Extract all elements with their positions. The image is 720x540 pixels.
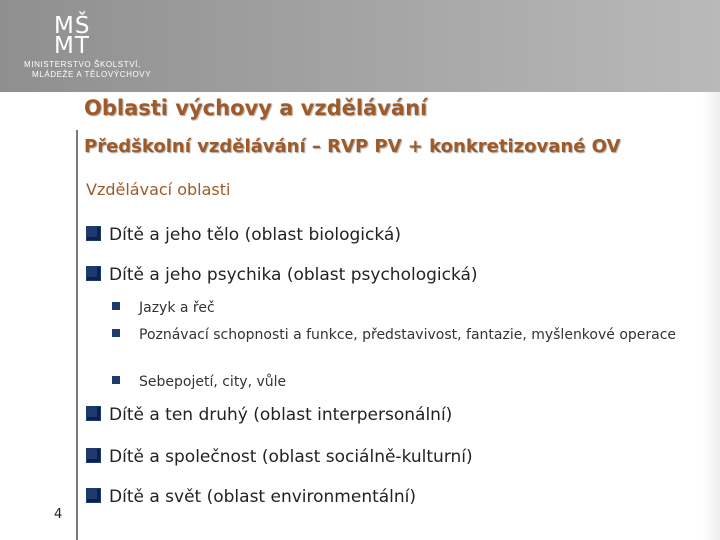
list-item-text: Dítě a ten druhý (oblast interpersonální): [109, 405, 453, 425]
list-item: [86, 265, 478, 285]
sub-list-item-text: Poznávací schopnosti a funkce, představivost, fantazie, myšlenkové operace: [139, 327, 677, 343]
ministry-name: [24, 60, 151, 80]
msmt-logo: [54, 13, 91, 59]
page-number: 4: [54, 507, 63, 522]
list-item-text: Dítě a svět (oblast environmentální): [109, 487, 417, 507]
list-item-text: Dítě a společnost (oblast sociálně-kulturní): [109, 447, 473, 467]
list-item: [86, 405, 452, 425]
logo-line-1: MŠ: [54, 13, 91, 39]
checkbox-bullet-icon: [86, 488, 101, 503]
header-band: [0, 0, 720, 92]
list-item: [86, 447, 473, 467]
checkbox-bullet-icon: [86, 266, 101, 281]
page-subtitle: Předškolní vzdělávání – RVP PV + konkretizované OV: [84, 136, 621, 157]
ministry-line-1: MINISTERSTVO ŠKOLSTVÍ,: [24, 60, 141, 69]
section-heading: Vzdělávací oblasti: [86, 180, 231, 199]
list-item-text: Dítě a jeho psychika (oblast psychologická): [109, 265, 478, 285]
square-bullet-icon: [112, 302, 120, 310]
square-bullet-icon: [112, 329, 120, 337]
sub-list-item-text: Sebepojetí, city, vůle: [139, 374, 287, 390]
sub-list-item: [112, 299, 712, 317]
checkbox-bullet-icon: [86, 226, 101, 241]
list-item-text: Dítě a jeho tělo (oblast biologická): [109, 225, 401, 245]
vertical-divider: [76, 130, 78, 540]
page-title: Oblasti výchovy a vzdělávání: [84, 96, 428, 120]
logo-line-2: MT: [54, 33, 90, 59]
list-item: [86, 225, 401, 245]
list-item: [86, 487, 416, 507]
sub-list-item-text: Jazyk a řeč: [139, 300, 215, 316]
sub-list-item: [112, 373, 712, 391]
sub-list-item: [112, 326, 712, 344]
ministry-line-2: MLÁDEŽE A TĚLOVÝCHOVY: [32, 70, 152, 79]
square-bullet-icon: [112, 376, 120, 384]
checkbox-bullet-icon: [86, 406, 101, 421]
checkbox-bullet-icon: [86, 448, 101, 463]
